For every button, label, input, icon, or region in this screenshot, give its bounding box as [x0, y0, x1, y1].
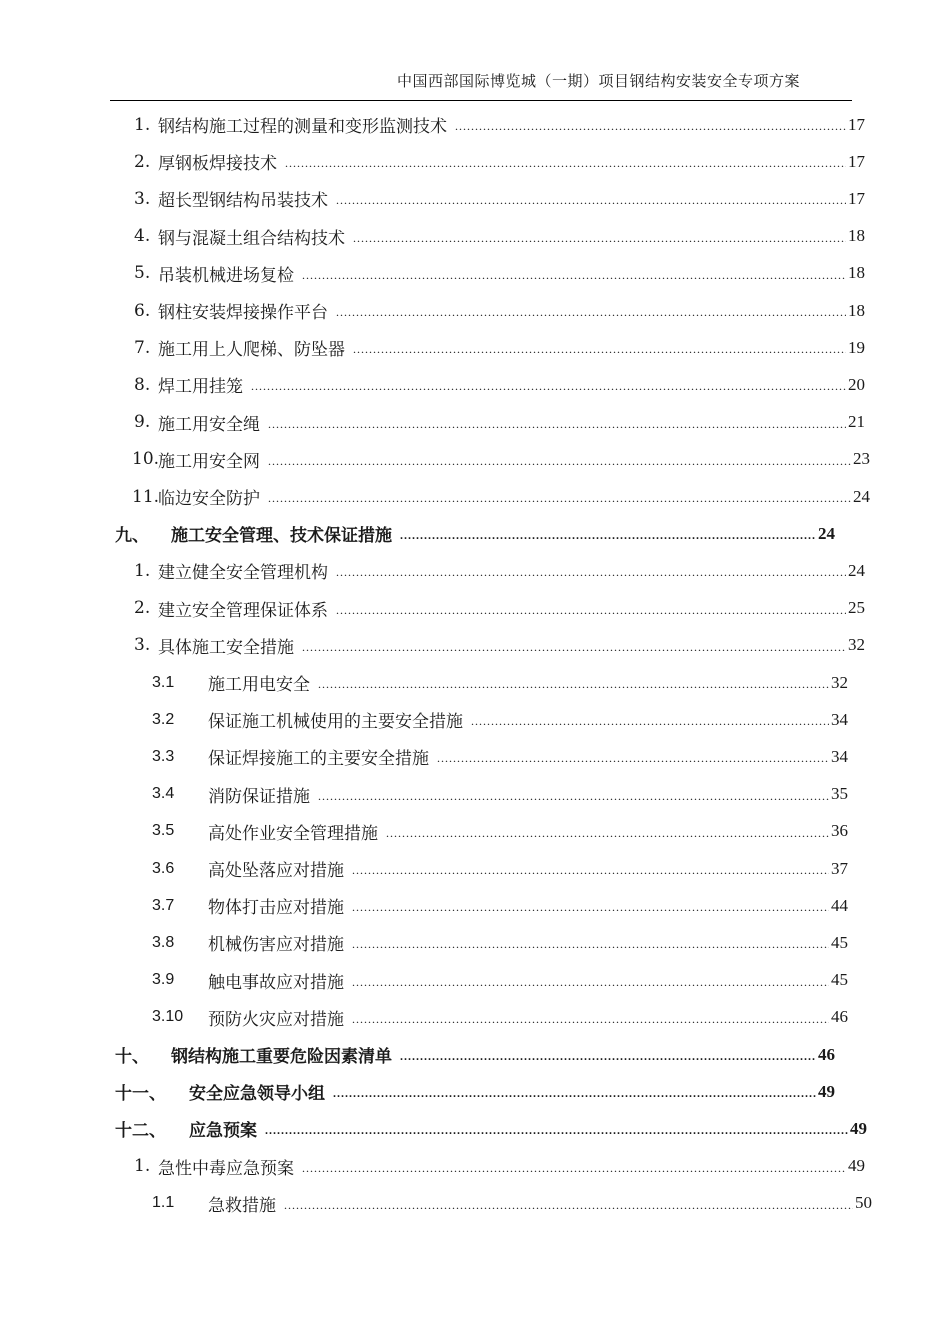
document-header-title: 中国西部国际博览城（一期）项目钢结构安装安全专项方案	[396, 72, 800, 90]
toc-entry-number: 3.4	[152, 785, 175, 803]
toc-dot-leader	[471, 714, 829, 729]
toc-entry-page-number: 35	[831, 784, 848, 804]
toc-entry[interactable]	[134, 627, 865, 664]
toc-entry[interactable]	[115, 1110, 867, 1147]
toc-entry-title: 超长型钢结构吊装技术	[158, 191, 328, 212]
toc-dot-leader	[336, 193, 846, 208]
toc-entry-number: 1.	[134, 1156, 151, 1177]
toc-entry[interactable]	[132, 441, 870, 478]
toc-dot-leader	[352, 937, 829, 952]
toc-entry[interactable]	[152, 1185, 872, 1222]
toc-entry[interactable]	[152, 924, 848, 961]
toc-entry-title: 高处作业安全管理措施	[208, 823, 378, 844]
toc-entry-title: 触电事故应对措施	[208, 972, 344, 993]
toc-entry-title: 施工用安全绳	[158, 414, 260, 435]
toc-entry-page-number: 21	[848, 412, 865, 432]
toc-entry-number: 2.	[134, 598, 151, 619]
toc-entry-number: 1.	[134, 114, 151, 135]
toc-entry[interactable]	[152, 664, 848, 701]
toc-entry-page-number: 32	[831, 672, 848, 692]
toc-entry-page-number: 25	[848, 598, 865, 618]
toc-entry-number: 4.	[134, 226, 151, 247]
toc-dot-leader	[268, 454, 851, 469]
toc-entry[interactable]	[152, 776, 848, 813]
toc-entry-number: 十一、	[115, 1084, 166, 1105]
toc-entry-title: 安全应急领导小组	[189, 1084, 325, 1105]
toc-entry-title: 预防火灾应对措施	[208, 1009, 344, 1030]
toc-dot-leader	[302, 1161, 846, 1176]
toc-entry-page-number: 45	[831, 970, 848, 990]
toc-entry-page-number: 49	[848, 1156, 865, 1176]
toc-entry-page-number: 24	[853, 486, 870, 506]
toc-entry-number: 2.	[134, 151, 151, 172]
toc-dot-leader	[284, 1198, 853, 1213]
toc-entry-page-number: 17	[848, 151, 865, 171]
toc-entry-number: 8.	[134, 374, 151, 395]
toc-entry-number: 十二、	[115, 1121, 166, 1142]
toc-entry-page-number: 20	[848, 374, 865, 394]
toc-entry[interactable]	[134, 590, 865, 627]
toc-entry-title: 吊装机械进场复检	[158, 265, 294, 286]
toc-entry[interactable]	[152, 962, 848, 999]
toc-entry-title: 保证施工机械使用的主要安全措施	[208, 712, 463, 733]
toc-dot-leader	[386, 826, 829, 841]
toc-entry-number: 6.	[134, 300, 151, 321]
toc-entry-title: 急救措施	[208, 1195, 276, 1216]
toc-entry-title: 焊工用挂笼	[158, 377, 243, 398]
header-divider	[110, 100, 852, 101]
toc-entry-number: 7.	[134, 337, 151, 358]
toc-entry-page-number: 46	[818, 1044, 835, 1064]
toc-dot-leader	[400, 528, 816, 543]
toc-entry-title: 保证焊接施工的主要安全措施	[208, 749, 429, 770]
toc-entry-title: 机械伤害应对措施	[208, 935, 344, 956]
toc-entry-page-number: 44	[831, 895, 848, 915]
toc-entry-page-number: 18	[848, 300, 865, 320]
toc-entry[interactable]	[134, 218, 865, 255]
toc-entry[interactable]	[152, 813, 848, 850]
toc-entry[interactable]	[134, 552, 865, 589]
toc-dot-leader	[437, 751, 829, 766]
toc-entry-page-number: 37	[831, 858, 848, 878]
toc-dot-leader	[268, 491, 851, 506]
toc-dot-leader	[333, 1086, 816, 1101]
toc-entry[interactable]	[152, 738, 848, 775]
toc-entry-number: 3.	[134, 635, 151, 656]
toc-entry-title: 施工用电安全	[208, 675, 310, 695]
toc-entry-page-number: 18	[848, 226, 865, 246]
toc-entry-title: 物体打击应对措施	[208, 898, 344, 919]
toc-entry-number: 3.	[134, 188, 151, 209]
toc-entry-title: 应急预案	[189, 1121, 257, 1142]
toc-entry[interactable]	[134, 366, 865, 403]
toc-entry-number: 11.	[132, 486, 160, 507]
toc-entry[interactable]	[152, 850, 848, 887]
toc-entry-number: 10.	[132, 449, 160, 470]
toc-dot-leader	[302, 268, 846, 283]
toc-entry[interactable]	[132, 478, 870, 515]
toc-entry-number: 3.1	[152, 673, 175, 691]
toc-entry-title: 建立健全安全管理机构	[158, 563, 328, 584]
toc-entry-page-number: 32	[848, 635, 865, 655]
toc-entry-page-number: 49	[850, 1118, 867, 1138]
toc-entry-title: 钢与混凝土组合结构技术	[158, 228, 345, 249]
toc-dot-leader	[285, 156, 846, 171]
toc-entry-number: 十、	[115, 1047, 149, 1067]
toc-dot-leader	[352, 1012, 829, 1027]
toc-entry[interactable]	[134, 329, 865, 366]
toc-dot-leader	[268, 417, 846, 432]
toc-dot-leader	[336, 565, 846, 580]
toc-entry[interactable]	[115, 1036, 835, 1073]
toc-entry-title: 钢结构施工重要危险因素清单	[171, 1047, 392, 1067]
toc-entry-title: 施工用安全网	[158, 451, 260, 472]
toc-entry[interactable]	[134, 143, 865, 180]
toc-entry-title: 施工用上人爬梯、防坠器	[158, 340, 345, 361]
toc-entry-title: 临边安全防护	[158, 489, 260, 509]
toc-dot-leader	[353, 342, 846, 357]
toc-entry-number: 3.2	[152, 710, 175, 728]
toc-entry[interactable]	[134, 404, 865, 441]
toc-dot-leader	[455, 119, 846, 134]
toc-dot-leader	[336, 603, 846, 618]
toc-dot-leader	[251, 379, 846, 394]
toc-entry-page-number: 34	[831, 709, 848, 729]
toc-dot-leader	[400, 1049, 816, 1064]
toc-dot-leader	[352, 900, 829, 915]
toc-entry-title: 厚钢板焊接技术	[158, 154, 277, 175]
toc-dot-leader	[302, 640, 846, 655]
toc-entry-title: 消防保证措施	[208, 786, 310, 807]
toc-dot-leader	[353, 231, 846, 246]
toc-entry[interactable]	[134, 292, 865, 329]
toc-entry[interactable]	[134, 180, 865, 217]
toc-dot-leader	[318, 677, 829, 692]
toc-entry-number: 九、	[115, 526, 149, 547]
toc-entry-page-number: 24	[848, 560, 865, 580]
toc-entry-page-number: 17	[848, 114, 865, 134]
toc-entry-number: 9.	[134, 412, 151, 433]
toc-entry-number: 3.3	[152, 747, 175, 765]
toc-entry-page-number: 50	[855, 1193, 872, 1213]
toc-entry-title: 建立安全管理保证体系	[158, 600, 328, 621]
toc-entry-title: 高处坠落应对措施	[208, 861, 344, 881]
toc-entry-page-number: 36	[831, 821, 848, 841]
toc-entry[interactable]	[115, 515, 835, 552]
toc-dot-leader	[318, 789, 829, 804]
toc-entry-number: 3.10	[152, 1008, 184, 1026]
toc-entry-page-number: 45	[831, 932, 848, 952]
toc-entry-title: 急性中毒应急预案	[158, 1158, 294, 1179]
toc-entry[interactable]	[134, 255, 865, 292]
toc-entry-title: 钢结构施工过程的测量和变形监测技术	[158, 117, 447, 137]
toc-entry-title: 钢柱安装焊接操作平台	[158, 303, 328, 323]
toc-entry[interactable]	[134, 106, 865, 143]
toc-entry-page-number: 19	[848, 337, 865, 357]
toc-entry-page-number: 49	[818, 1081, 835, 1101]
toc-entry-number: 5.	[134, 263, 151, 284]
toc-entry-number: 1.	[134, 560, 151, 581]
toc-entry-page-number: 18	[848, 263, 865, 283]
toc-entry[interactable]	[152, 999, 848, 1036]
toc-entry-title: 施工安全管理、技术保证措施	[171, 526, 392, 547]
toc-entry-number: 3.7	[152, 896, 175, 914]
toc-entry[interactable]	[115, 1073, 835, 1110]
toc-dot-leader	[352, 863, 829, 878]
toc-entry-page-number: 17	[848, 188, 865, 208]
toc-entry-number: 3.6	[152, 859, 175, 877]
toc-entry-number: 3.5	[152, 822, 175, 840]
toc-entry[interactable]	[152, 887, 848, 924]
toc-entry-number: 1.1	[152, 1194, 175, 1212]
toc-entry[interactable]	[134, 1148, 865, 1185]
toc-dot-leader	[265, 1123, 848, 1138]
toc-entry-number: 3.9	[152, 971, 175, 989]
toc-entry-page-number: 34	[831, 746, 848, 766]
toc-entry-page-number: 23	[853, 449, 870, 469]
toc-entry-page-number: 46	[831, 1007, 848, 1027]
toc-entry-title: 具体施工安全措施	[158, 637, 294, 658]
toc-entry-number: 3.8	[152, 933, 175, 951]
toc-entry[interactable]	[152, 701, 848, 738]
toc-dot-leader	[336, 305, 846, 320]
toc-dot-leader	[352, 975, 829, 990]
toc-entry-page-number: 24	[818, 523, 835, 543]
